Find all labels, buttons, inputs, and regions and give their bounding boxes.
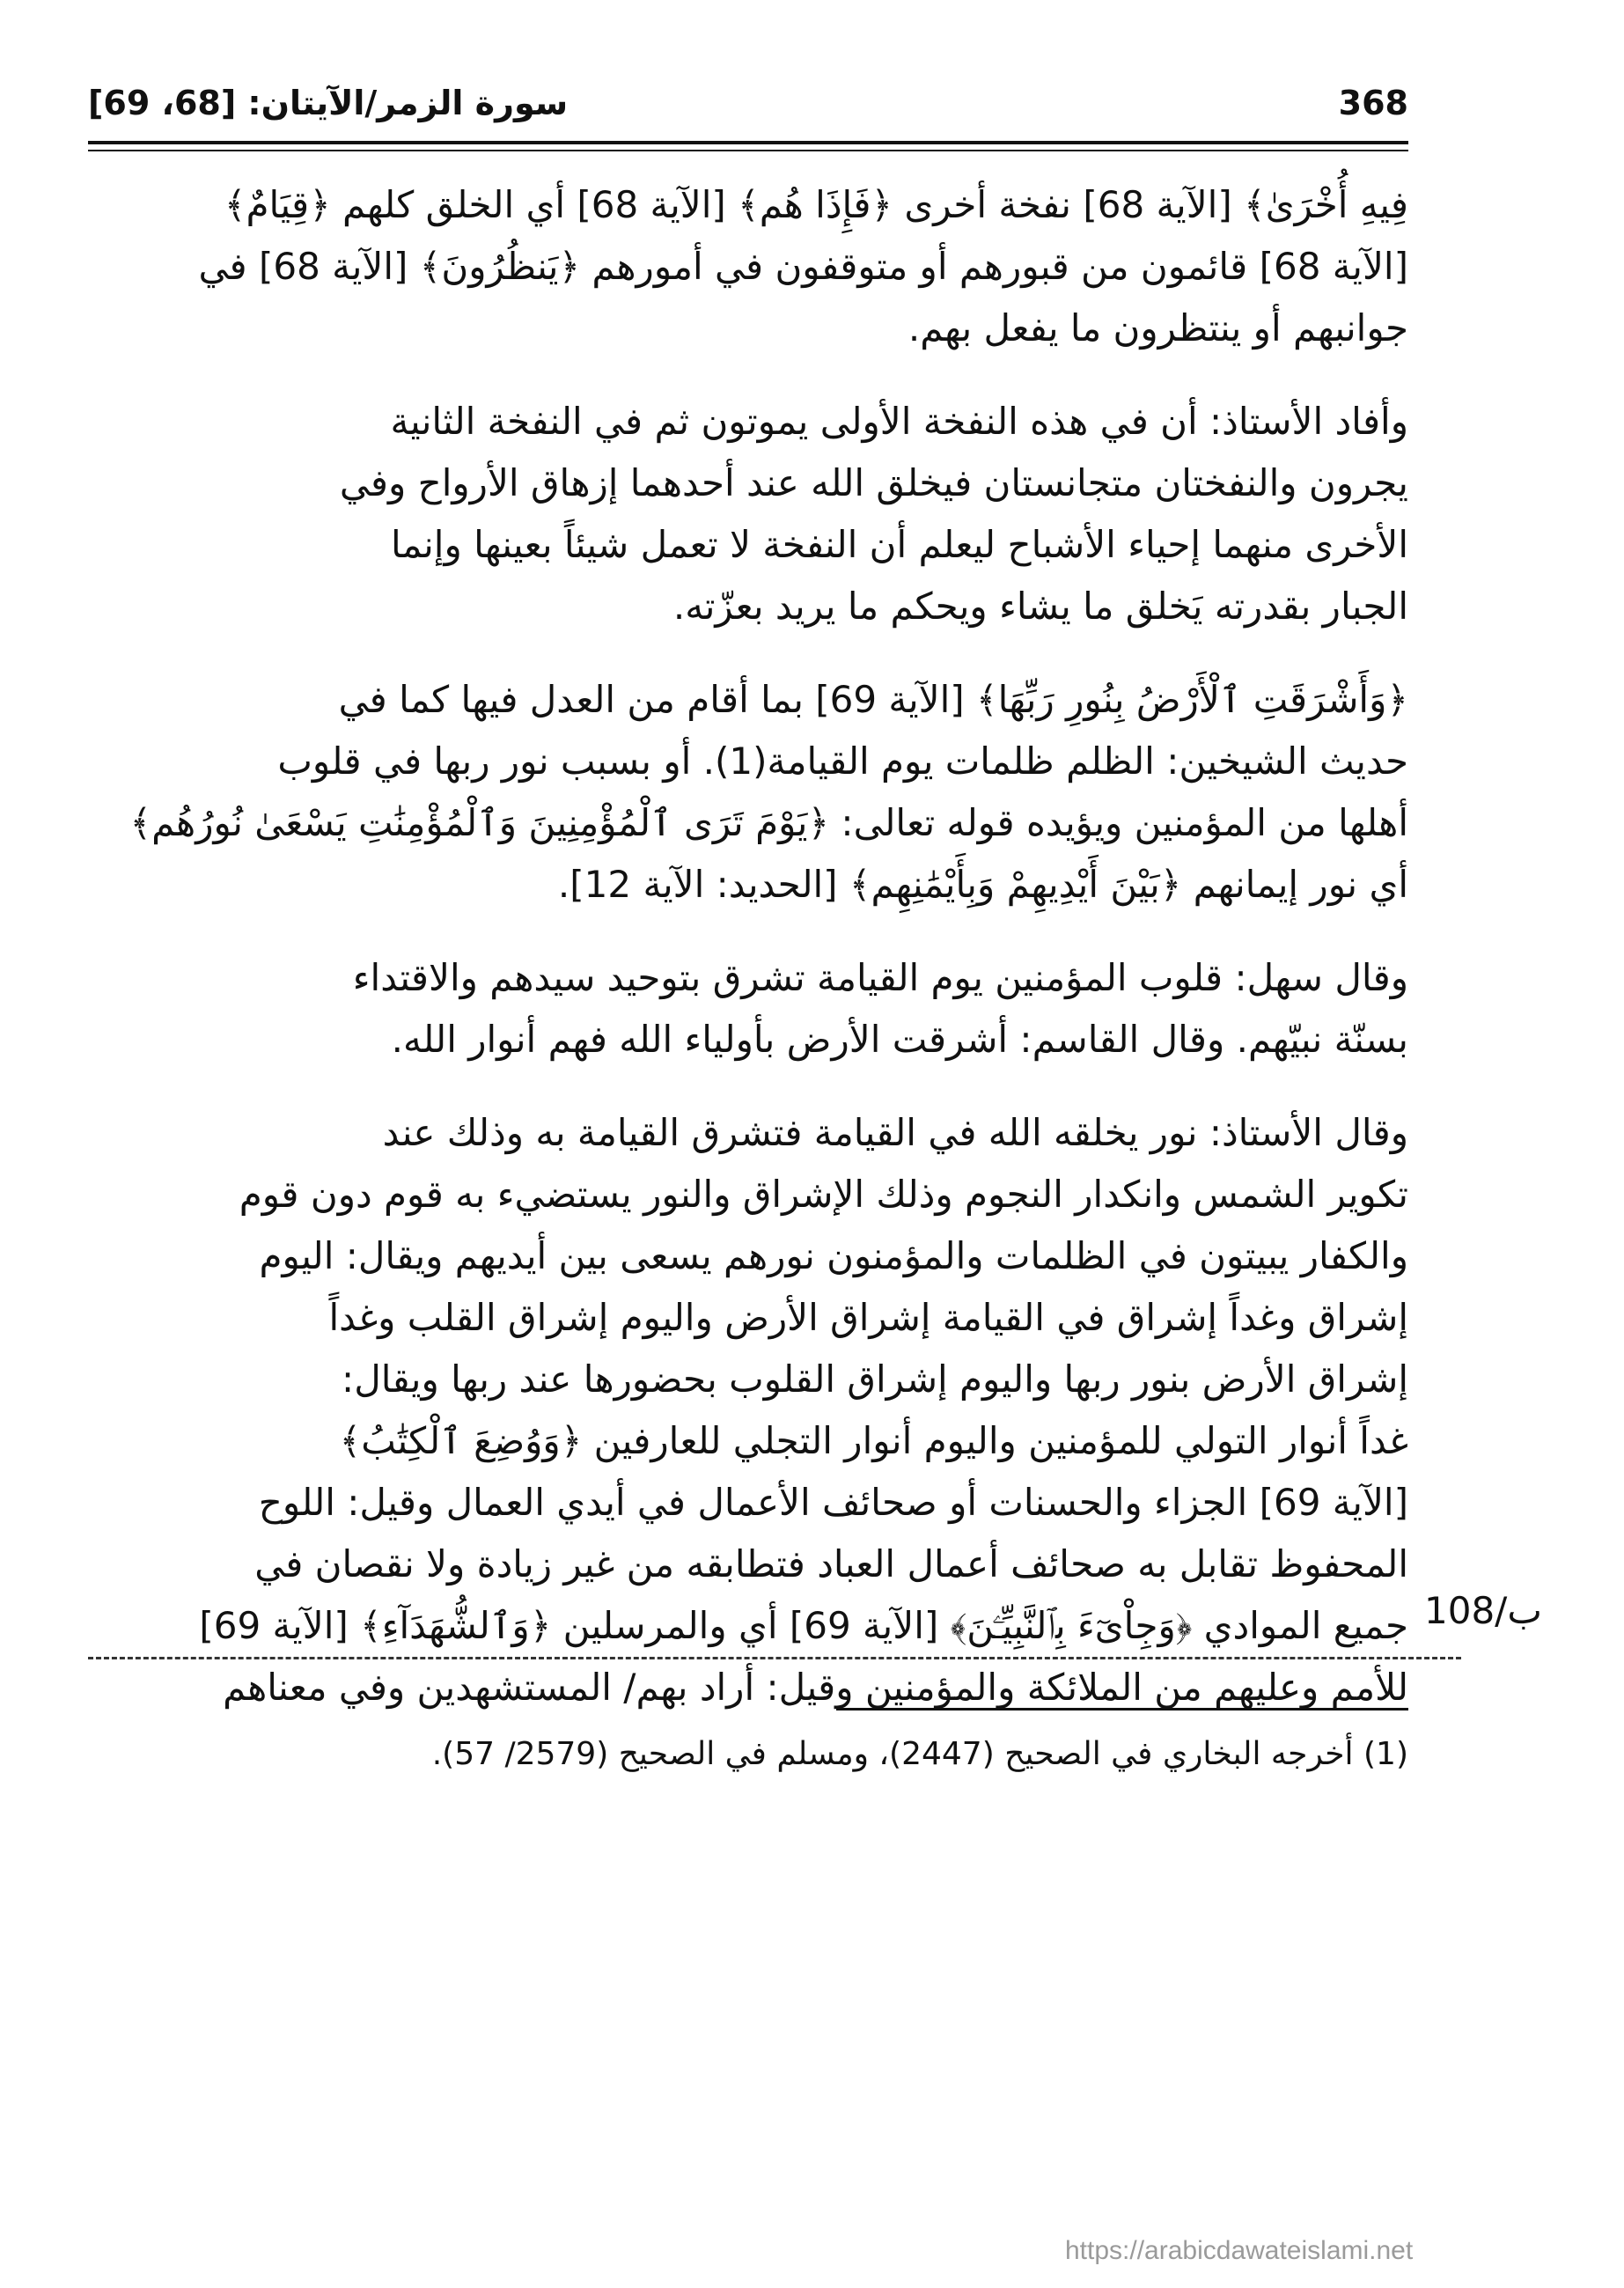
watermark-url: https://arabicdawateislami.net (1065, 2236, 1414, 2265)
text-line: غداً أنوار التولي للمؤمنين واليوم أنوار التجلي للعارفين ﴿وَوُضِعَ ٱلْكِتَٰبُ﴾ (339, 1419, 1408, 1462)
footnote: (1) أخرجه البخاري في الصحيح (2447)، ومسلم في الصحيح (2579/ 57). (431, 1736, 1408, 1772)
text-line: والكفار يبيتون في الظلمات والمؤمنون نورهم يسعى بين أيديهم ويقال: اليوم (259, 1234, 1408, 1277)
text-line: [الآية 68] قائمون من قبورهم أو متوقفون في أمورهم ﴿يَنظُرُونَ﴾ [الآية 68] في (198, 245, 1408, 288)
paragraph-5 (88, 1102, 1408, 1718)
running-title: سورة الزمر/الآيتان: [68، 69] (88, 84, 569, 122)
dashed-separator (88, 1657, 1461, 1659)
text-line: [الآية 69] الجزاء والحسنات أو صحائف الأعمال في أيدي العمال وقيل: اللوح (258, 1481, 1408, 1524)
page-header (88, 84, 1408, 136)
header-rule (88, 141, 1408, 151)
manuscript-folio-note: 108/ب (1424, 1589, 1542, 1632)
text-line: الأخرى منهما إحياء الأشباح ليعلم أن النفخة لا تعمل شيئاً بعينها وإنما (391, 523, 1408, 566)
paragraph-4 (88, 947, 1408, 1070)
text-line: جوانبهم أو ينتظرون ما يفعل بهم. (908, 306, 1408, 349)
text-line: جميع الموادي ﴿وَجِاْىٓءَ بِٱلنَّبِيِّـۧنَ﴾ [الآية 69] أي والمرسلين ﴿وَٱلشُّهَدَآءِ﴾ [الآية 69] (199, 1604, 1408, 1647)
text-line: وقال سهل: قلوب المؤمنين يوم القيامة تشرق بتوحيد سيدهم والاقتداء (352, 956, 1408, 999)
page-number: 368 (1338, 84, 1408, 122)
paragraph-3 (88, 669, 1408, 916)
text-line: ﴿وَأَشْرَقَتِ ٱلْأَرْضُ بِنُورِ رَبِّهَا﴾ [الآية 69] بما أقام من العدل فيها كما في (338, 678, 1408, 721)
text-line: حديث الشيخين: الظلم ظلمات يوم القيامة(1). أو بسبب نور ربها في قلوب (277, 739, 1408, 783)
text-line: أهلها من المؤمنين ويؤيده قوله تعالى: ﴿يَوْمَ تَرَى ٱلْمُؤْمِنِينَ وَٱلْمُؤْمِنَٰتِ يَسْعَىٰ نُورُهُم﴾ (129, 801, 1408, 844)
text-line: فِيهِ أُخْرَىٰ﴾ [الآية 68] نفخة أخرى ﴿فَإِذَا هُم﴾ [الآية 68] أي الخلق كلهم ﴿قِيَامٌ﴾ (224, 183, 1408, 226)
text-line: للأمم وعليهم من الملائكة والمؤمنين وقيل: أراد بهم/ المستشهدين وفي معناهم (223, 1666, 1408, 1709)
text-line: أي نور إيمانهم ﴿بَيْنَ أَيْدِيهِمْ وَبِأَيْمَٰنِهِم﴾ [الحديد: الآية 12]. (557, 863, 1408, 906)
text-line: وقال الأستاذ: نور يخلقه الله في القيامة فتشرق القيامة به وذلك عند (382, 1111, 1408, 1154)
text-line: الجبار بقدرته يَخلق ما يشاء ويحكم ما يريد بعزّته. (672, 585, 1408, 628)
text-line: وأفاد الأستاذ: أن في هذه النفخة الأولى يموتون ثم في النفخة الثانية (390, 400, 1408, 443)
text-line: تكوير الشمس وانكدار النجوم وذلك الإشراق والنور يستضيء به قوم دون قوم (239, 1173, 1408, 1216)
text-line: إشراق وغداً إشراق في القيامة إشراق الأرض واليوم إشراق القلب وغداً (328, 1296, 1408, 1339)
text-line: إشراق الأرض بنور ربها واليوم إشراق القلوب بحضورها عند ربها ويقال: (342, 1357, 1408, 1401)
text-line: المحفوظ تقابل به صحائف أعمال العباد فتطابقه من غير زيادة ولا نقصان في (254, 1542, 1408, 1585)
footnote-rule (836, 1708, 1408, 1710)
body-text (88, 174, 1408, 1750)
text-line: يجرون والنفختان متجانستان فيخلق الله عند أحدهما إزهاق الأرواح وفي (339, 461, 1408, 504)
paragraph-1 (88, 174, 1408, 359)
paragraph-2 (88, 391, 1408, 637)
text-line: بسنّة نبيّهم. وقال القاسم: أشرقت الأرض بأولياء الله فهم أنوار الله. (391, 1018, 1408, 1061)
